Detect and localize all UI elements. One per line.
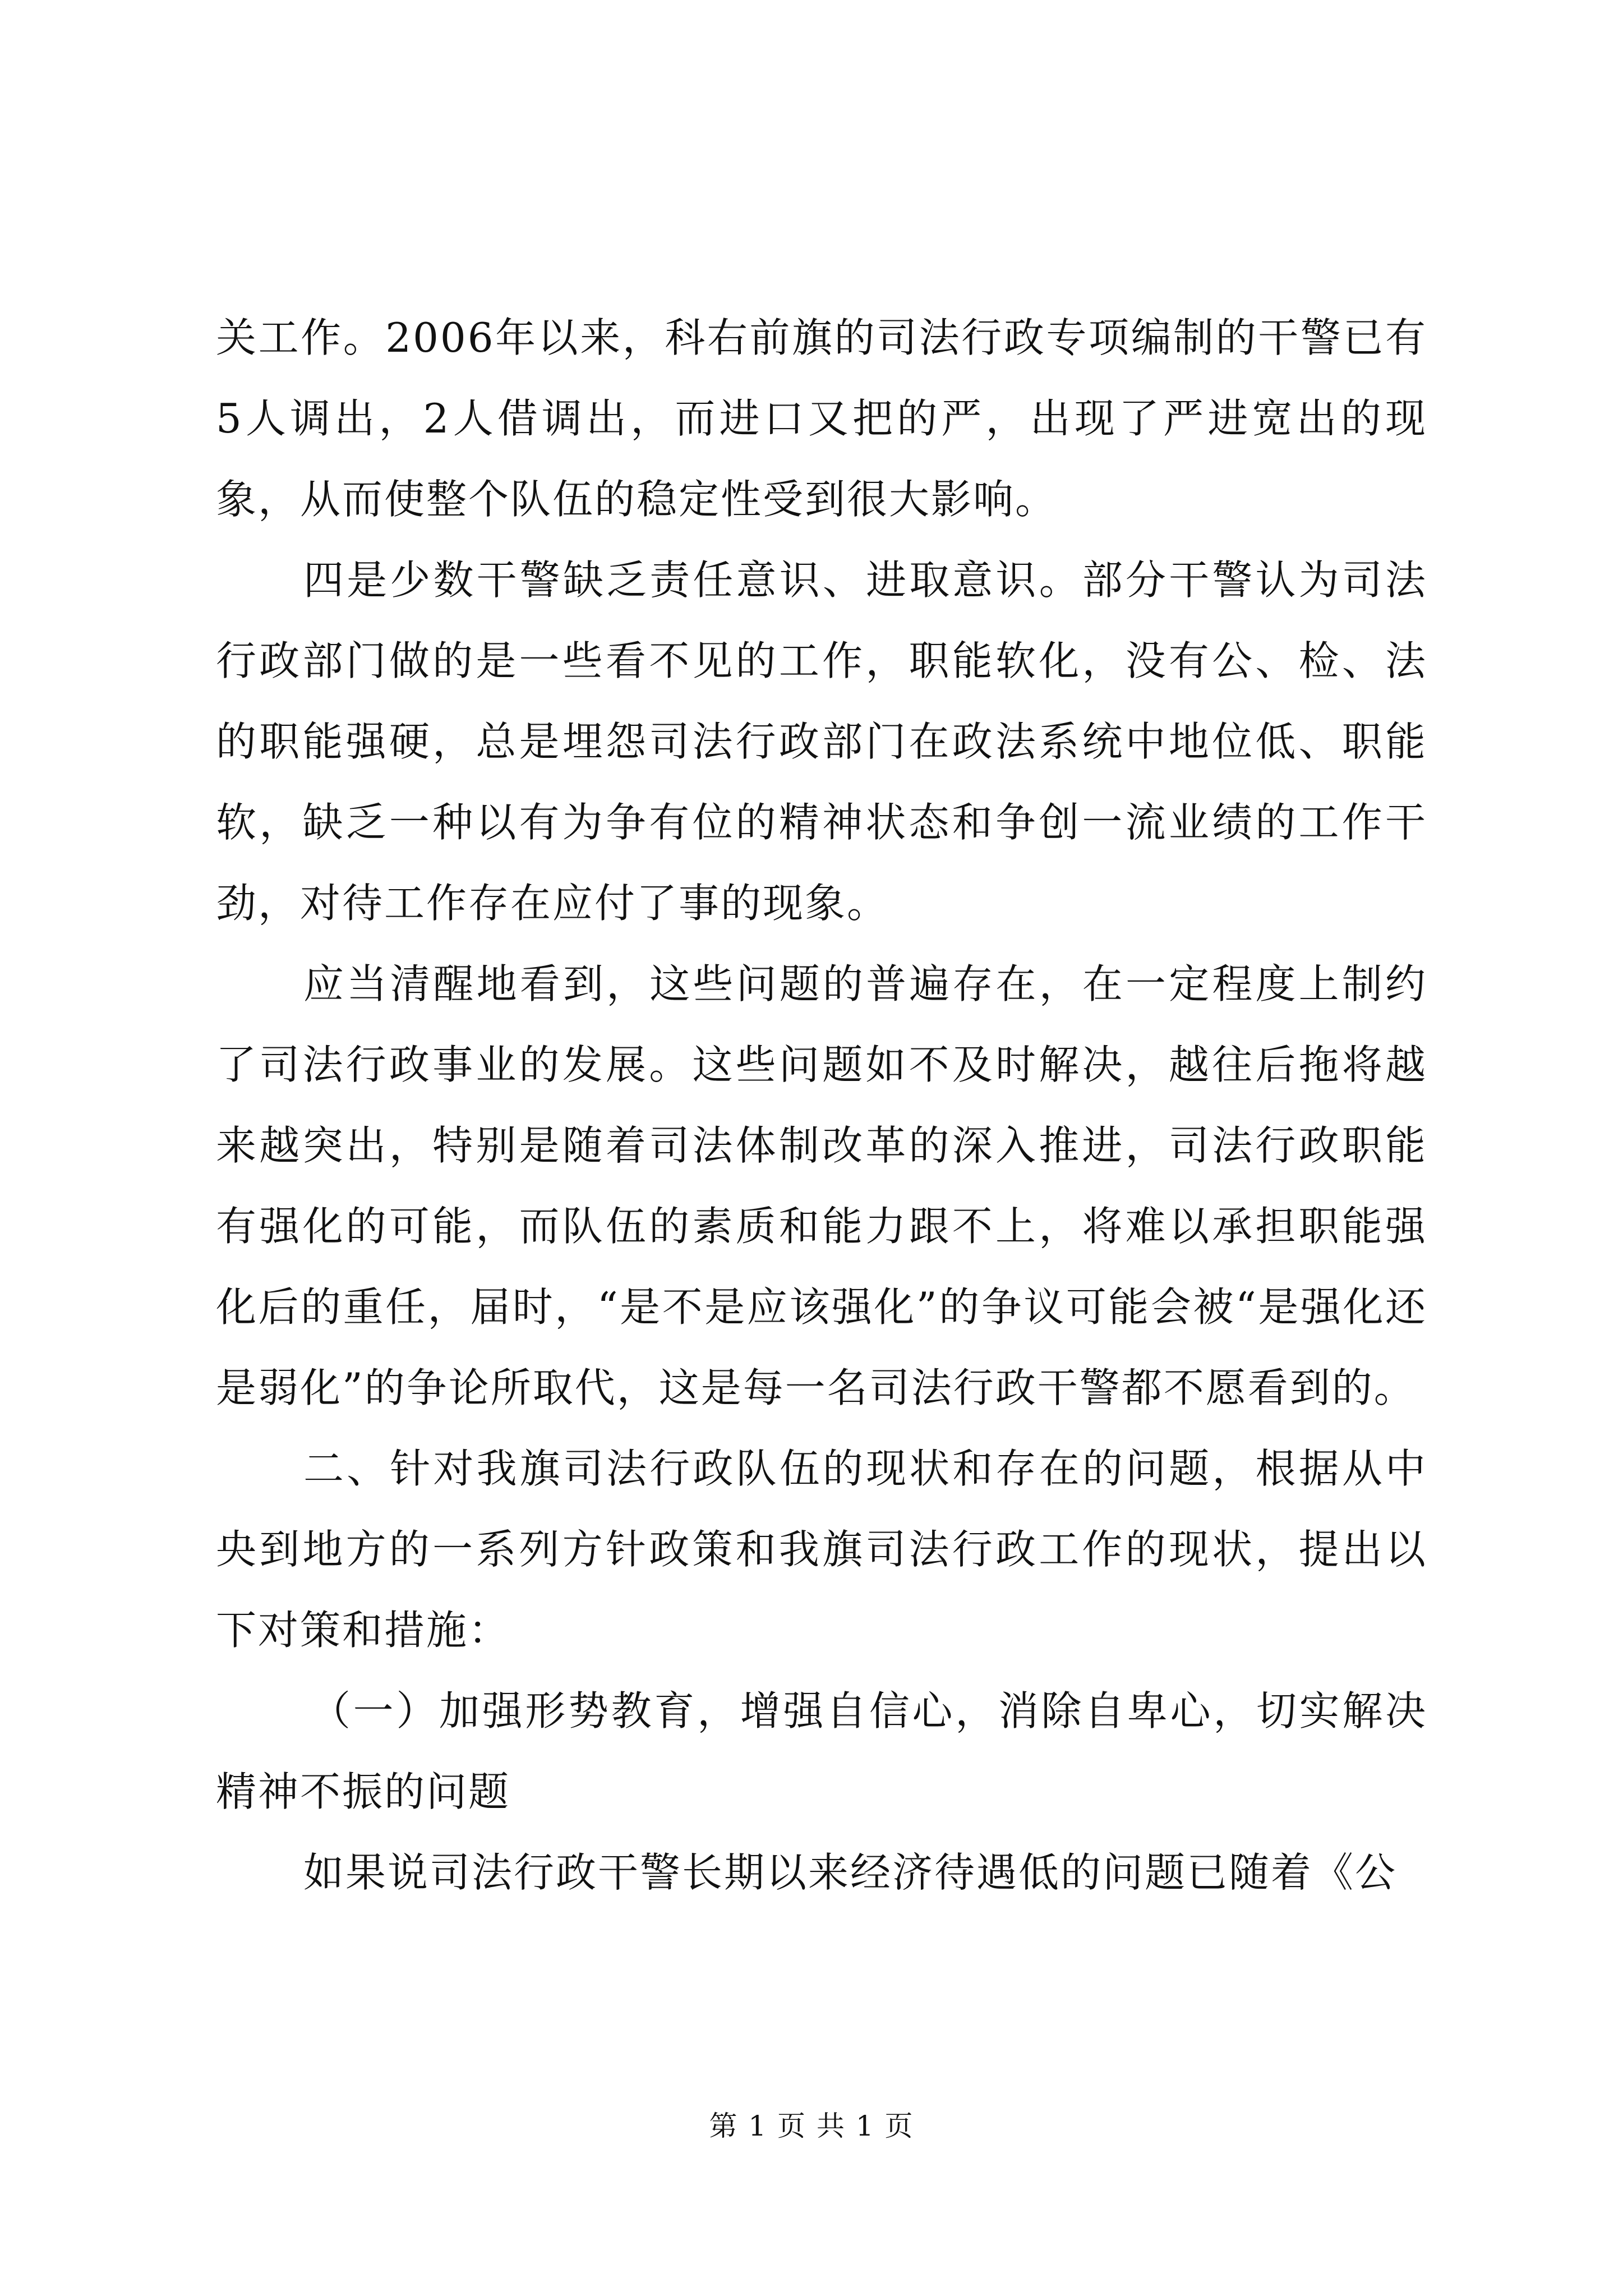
- page-footer: 第 1 页 共 1 页: [709, 2110, 914, 2142]
- paragraph-staff-transfer: 关工作。2006年以来，科右前旗的司法行政专项编制的干警已有5人调出，2人借调出，而进口又把的严，出现了严进宽出的现象，从而使整个队伍的稳定性受到很大影响。: [216, 314, 1427, 523]
- paragraph-responsibility-awareness: 四是少数干警缺乏责任意识、进取意识。部分干警认为司法行政部门做的是一些看不见的工作，职能软化，没有公、检、法的职能强硬，总是埋怨司法行政部门在政法系统中地位低、职能软，缺乏一种以有为争有位的精神状态和争创一流业绩的工作干劲，对待工作存在应付了事的现象。: [216, 556, 1427, 927]
- paragraph-countermeasures-intro: 二、针对我旗司法行政队伍的现状和存在的问题，根据从中央到地方的一系列方针政策和我旗司法行政工作的现状，提出以下对策和措施：: [216, 1445, 1427, 1654]
- paragraph-economic-treatment: 如果说司法行政干警长期以来经济待遇低的问题已随着《公: [303, 1849, 1398, 1896]
- document-body: [216, 297, 1427, 1913]
- section-heading-situation-education: （一）加强形势教育，增强自信心，消除自卑心，切实解决精神不振的问题: [216, 1687, 1427, 1815]
- paragraph-problem-impact: 应当清醒地看到，这些问题的普遍存在，在一定程度上制约了司法行政事业的发展。这些问题如不及时解决，越往后拖将越来越突出，特别是随着司法体制改革的深入推进，司法行政职能有强化的可能，而队伍的素质和能力跟不上，将难以承担职能强化后的重任，届时，“是不是应该强化”的争议可能会被“是强化还是弱化”的争论所取代，这是每一名司法行政干警都不愿看到的。: [216, 960, 1427, 1411]
